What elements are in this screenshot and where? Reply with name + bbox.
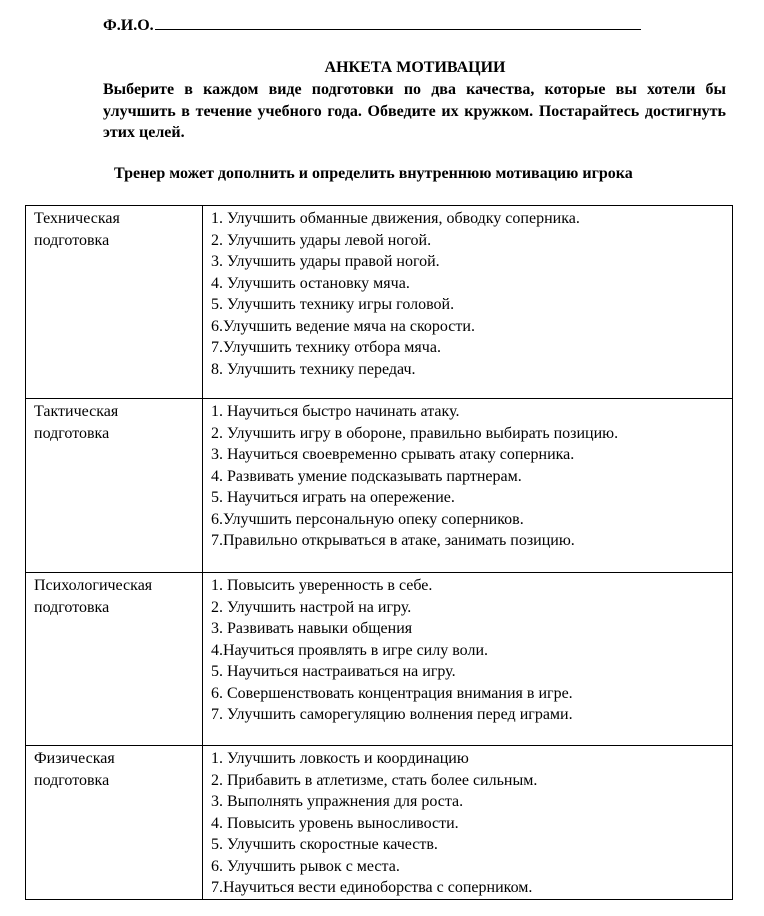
items-cell: [203, 746, 733, 900]
list-item[interactable]: 2. Улучшить удары левой ногой.: [211, 231, 432, 249]
category-label: подготовка: [34, 231, 110, 249]
list-item[interactable]: 6.Улучшить персональную опеку соперников.: [211, 510, 524, 528]
list-item[interactable]: 1. Повысить уверенность в себе.: [211, 577, 433, 594]
list-item[interactable]: 7.Правильно открываться в атаке, занимать позицию.: [211, 532, 575, 549]
list-item[interactable]: 7.Научиться вести единоборства с соперником.: [211, 879, 533, 896]
items-cell: [203, 206, 733, 399]
list-item[interactable]: 7. Улучшить саморегуляцию волнения перед играми.: [211, 706, 573, 723]
list-item[interactable]: 4. Развивать умение подсказывать партнерам.: [211, 467, 522, 485]
fio-label: Ф.И.О.: [103, 17, 154, 34]
coach-note: Тренер может дополнить и определить внутреннюю мотивацию игрока: [114, 165, 633, 182]
items-cell: [203, 399, 733, 573]
instructions-text: Выберите в каждом виде подготовки по два качества, которые вы хотели бы улучшить в течение учебного года. Обведите их кружком. Постарайтесь достигнуть этих целей.: [103, 81, 726, 141]
category-cell: [26, 573, 203, 746]
category-label: Тактическая: [34, 403, 119, 420]
list-item[interactable]: 2. Улучшить игру в обороне, правильно выбирать позицию.: [211, 424, 619, 442]
category-label: подготовка: [34, 424, 110, 442]
page-title: АНКЕТА МОТИВАЦИИ: [324, 59, 506, 76]
category-cell: [26, 399, 203, 573]
motivation-table: [25, 205, 733, 900]
list-item[interactable]: 2. Улучшить настрой на игру.: [211, 598, 412, 616]
list-item[interactable]: 3. Развивать навыки общения: [211, 620, 413, 637]
list-item[interactable]: 6.Улучшить ведение мяча на скорости.: [211, 317, 475, 335]
list-item[interactable]: 8. Улучшить технику передач.: [211, 360, 416, 378]
list-item[interactable]: 5. Улучшить скоростные качеств.: [211, 836, 438, 853]
category-label: Техническая: [34, 210, 120, 227]
list-item[interactable]: 4. Улучшить остановку мяча.: [211, 274, 410, 292]
list-item[interactable]: 1. Улучшить обманные движения, обводку соперника.: [211, 210, 580, 227]
fio-field: [103, 15, 641, 36]
category-cell: [26, 746, 203, 900]
list-item[interactable]: 3. Улучшить удары правой ногой.: [211, 253, 440, 270]
list-item[interactable]: 5. Научиться настраиваться на игру.: [211, 663, 456, 680]
list-item[interactable]: 6. Улучшить рывок с места.: [211, 857, 400, 875]
items-cell: [203, 573, 733, 746]
fio-blank-line[interactable]: [155, 15, 641, 30]
section-row-technical: [26, 206, 733, 399]
list-item[interactable]: 4.Научиться проявлять в игре силу воли.: [211, 641, 489, 659]
list-item[interactable]: 2. Прибавить в атлетизме, стать более сильным.: [211, 771, 538, 789]
list-item[interactable]: 3. Научиться своевременно срывать атаку соперника.: [211, 446, 575, 463]
list-item[interactable]: 6. Совершенствовать концентрация внимания в игре.: [211, 684, 573, 702]
category-cell: [26, 206, 203, 399]
list-item[interactable]: 7.Улучшить технику отбора мяча.: [211, 339, 441, 356]
list-item[interactable]: 3. Выполнять упражнения для роста.: [211, 793, 464, 810]
list-item[interactable]: 4. Повысить уровень выносливости.: [211, 814, 459, 832]
category-label: Психологическая: [34, 577, 153, 594]
list-item[interactable]: 1. Научиться быстро начинать атаку.: [211, 403, 460, 420]
section-row-tactical: [26, 399, 733, 573]
list-item[interactable]: 5. Научиться играть на опережение.: [211, 489, 455, 506]
category-label: Физическая: [34, 750, 115, 767]
section-row-physical: [26, 746, 733, 900]
list-item[interactable]: 5. Улучшить технику игры головой.: [211, 296, 455, 313]
list-item[interactable]: 1. Улучшить ловкость и координацию: [211, 750, 469, 767]
category-label: подготовка: [34, 598, 110, 616]
section-row-psychological: [26, 573, 733, 746]
category-label: подготовка: [34, 771, 110, 789]
